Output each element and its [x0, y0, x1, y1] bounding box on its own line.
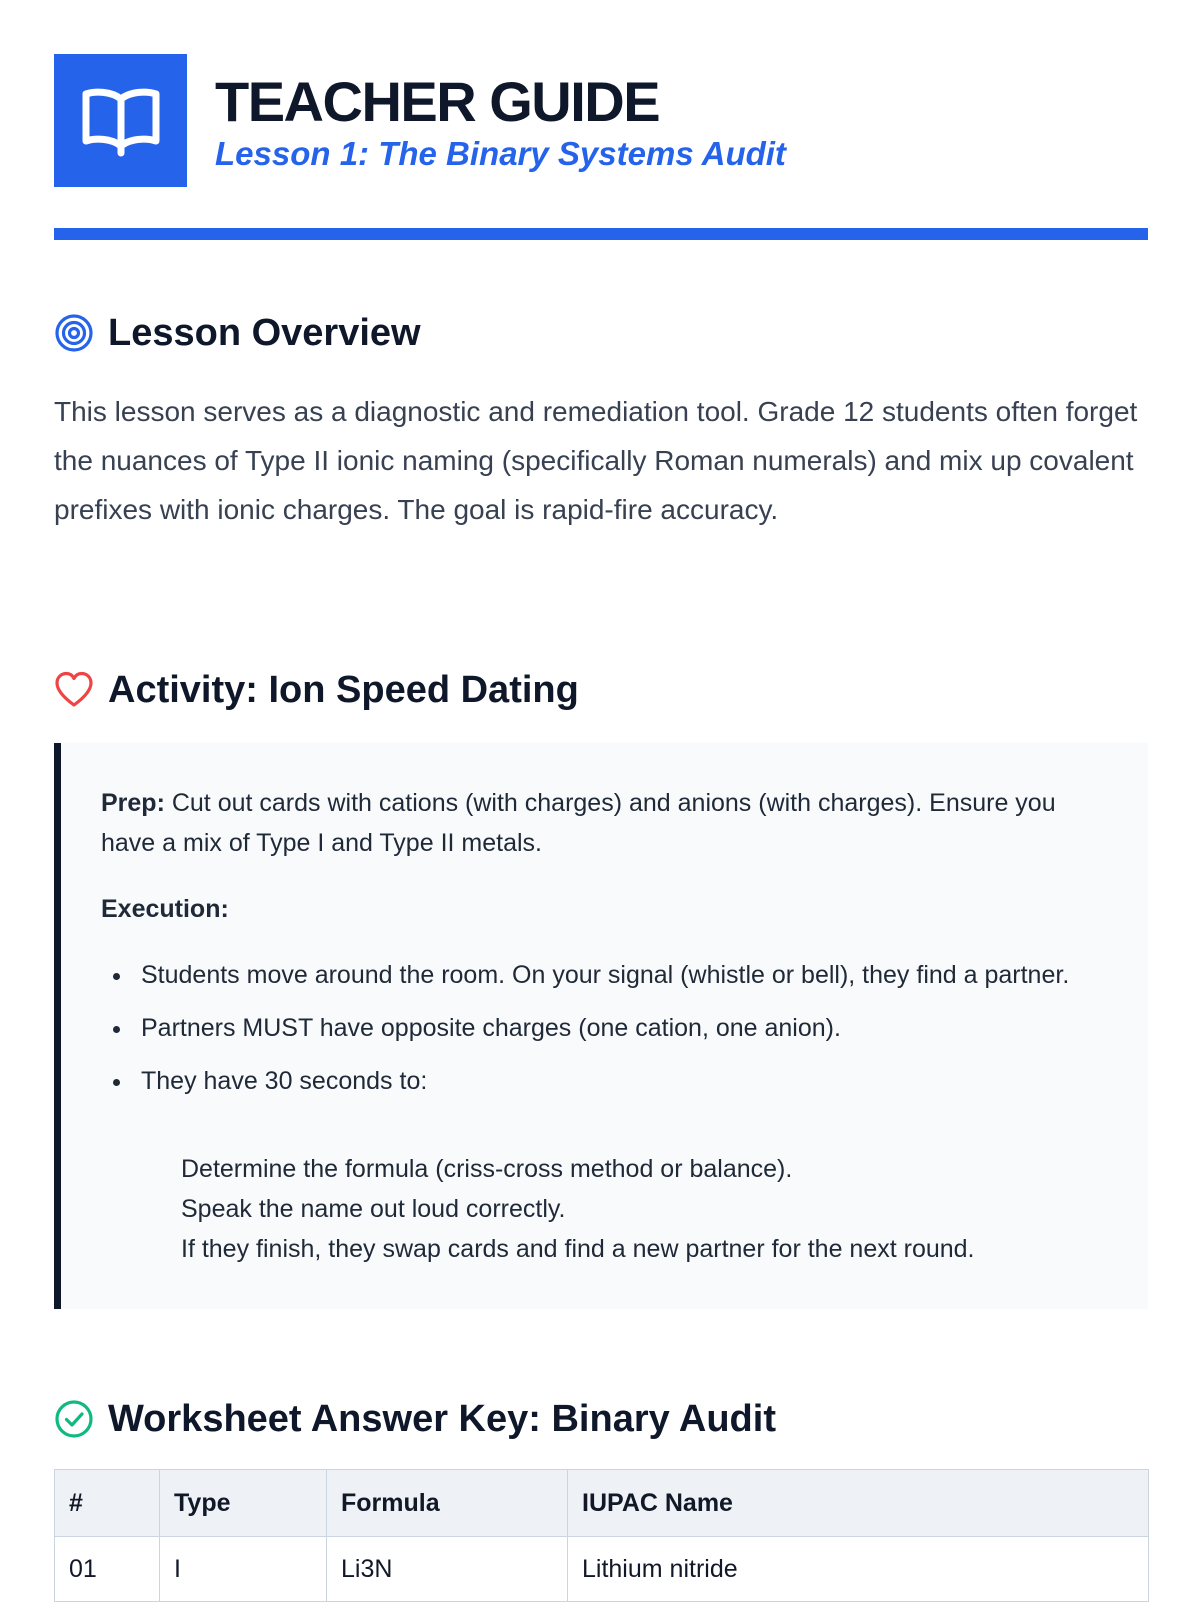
answer-key-heading-text: Worksheet Answer Key: Binary Audit: [108, 1398, 776, 1440]
column-header: #: [55, 1470, 160, 1537]
substep-list: [181, 1149, 1141, 1269]
page-title: TEACHER GUIDE: [215, 70, 660, 133]
heart-icon: [54, 670, 94, 710]
activity-heading: [54, 666, 579, 714]
prep-description: Cut out cards with cations (with charges) and anions (with charges). Ensure you have a mix of Type I and Type II metals.: [101, 789, 1056, 857]
list-item: They have 30 seconds to:: [101, 1061, 1111, 1101]
column-header: IUPAC Name: [568, 1470, 1149, 1537]
table-row: [55, 1537, 1149, 1602]
list-item: Students move around the room. On your signal (whistle or bell), they find a partner.: [101, 955, 1111, 995]
page-subtitle: Lesson 1: The Binary Systems Audit: [215, 135, 786, 172]
target-icon: [54, 313, 94, 353]
substep-item: Determine the formula (criss-cross method or balance).: [181, 1155, 793, 1183]
overview-paragraph: This lesson serves as a diagnostic and remediation tool. Grade 12 students often forget the nuances of Type II ionic naming (specifically Roman numerals) and mix up covalent prefixes with ionic charges. The goal is rapid-fire accuracy.: [54, 396, 1138, 525]
substep-item: If they finish, they swap cards and find a new partner for the next round.: [181, 1235, 975, 1263]
activity-box: [54, 743, 1148, 1309]
column-header: Formula: [327, 1470, 568, 1537]
execution-label: Execution:: [101, 895, 229, 923]
table-cell: 01: [55, 1537, 160, 1602]
activity-heading-text: Activity: Ion Speed Dating: [108, 669, 579, 711]
overview-heading: [54, 309, 421, 357]
header-divider: [54, 228, 1148, 240]
substep-item: Speak the name out loud correctly.: [181, 1195, 566, 1223]
header: [54, 54, 1148, 240]
answer-key-table: [54, 1469, 1149, 1602]
prep-label: Prep:: [101, 789, 165, 817]
table-cell: I: [160, 1537, 327, 1602]
execution-list: [101, 955, 1111, 1114]
list-item: Partners MUST have opposite charges (one cation, one anion).: [101, 1008, 1111, 1048]
answer-key-heading: [54, 1395, 776, 1443]
prep-text: [101, 783, 1111, 863]
column-header: Type: [160, 1470, 327, 1537]
overview-heading-text: Lesson Overview: [108, 312, 421, 354]
logo-box: [54, 54, 187, 187]
table-cell: Lithium nitride: [568, 1537, 1149, 1602]
table-cell: Li3N: [327, 1537, 568, 1602]
table-header-row: [55, 1470, 1149, 1537]
open-book-icon: [81, 85, 161, 157]
check-circle-icon: [54, 1399, 94, 1439]
